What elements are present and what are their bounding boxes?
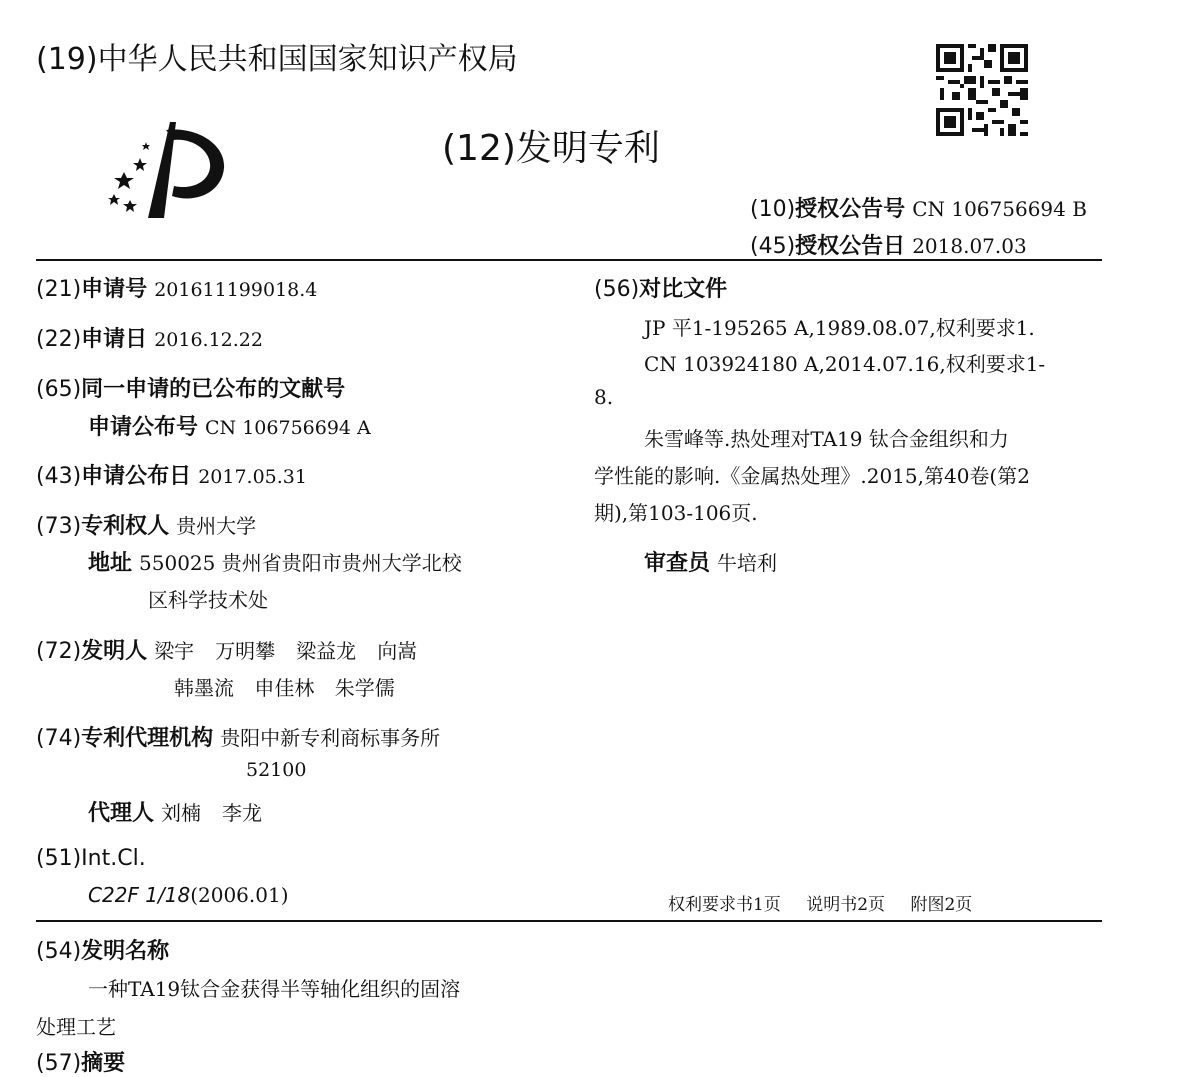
application-publication-number xyxy=(88,410,371,441)
agent-name: 李龙 xyxy=(222,801,263,825)
invention-title-heading xyxy=(36,934,169,965)
abstract-code: (57) xyxy=(36,1051,82,1076)
patentee-value: 贵州大学 xyxy=(176,514,257,538)
abstract-label: 摘要 xyxy=(81,1051,126,1076)
agent-label: 代理人 xyxy=(88,801,155,826)
pub-app-date-value: 2017.05.31 xyxy=(198,466,307,488)
pub-no-label: 授权公告号 xyxy=(795,197,906,222)
pub-app-value: CN 106756694 A xyxy=(205,417,371,439)
reference-3-line3: 期),第103-106页. xyxy=(594,501,758,525)
agency-label: 专利代理机构 xyxy=(81,726,214,751)
ipc-label: Int.Cl. xyxy=(81,846,146,871)
office-code: (19) xyxy=(36,42,98,77)
app-no-value: 201611199018.4 xyxy=(154,279,318,301)
patentee-code: (73) xyxy=(36,514,82,539)
pub-date-label: 授权公告日 xyxy=(795,234,906,259)
pub-no-value: CN 106756694 B xyxy=(912,197,1087,221)
refs-label: 对比文件 xyxy=(639,277,728,302)
pub-app-date-label: 申请公布日 xyxy=(81,464,192,489)
reference-2-line2: 8. xyxy=(594,385,614,409)
ipc-classification xyxy=(88,883,289,907)
pub-no-code: (10) xyxy=(750,197,796,222)
app-no-code: (21) xyxy=(36,277,82,302)
patentee-label: 专利权人 xyxy=(81,514,170,539)
agency-code: (74) xyxy=(36,726,82,751)
pub-app-label: 申请公布号 xyxy=(88,415,199,440)
cnipa-logo xyxy=(100,118,232,222)
same-application-heading xyxy=(36,372,345,403)
top-divider xyxy=(36,259,1102,261)
inventor-name: 朱学儒 xyxy=(334,676,395,700)
agent-name: 刘楠 xyxy=(161,801,202,825)
inventor-name: 梁益龙 xyxy=(296,639,357,663)
examiner-value: 牛培利 xyxy=(717,551,778,575)
title-label: 发明名称 xyxy=(81,939,170,964)
app-no-label: 申请号 xyxy=(81,277,148,302)
office-name: 中华人民共和国国家知识产权局 xyxy=(97,42,518,77)
figures-page-count: 附图2页 xyxy=(910,895,973,915)
pub-date-code: (45) xyxy=(750,234,796,259)
inventor-name: 向嵩 xyxy=(377,639,418,663)
patentee xyxy=(36,509,256,540)
invention-title-line2: 处理工艺 xyxy=(36,1015,116,1039)
examiner xyxy=(644,546,777,577)
inventors-label: 发明人 xyxy=(81,639,148,664)
address-label: 地址 xyxy=(88,551,133,576)
ipc-version: (2006.01) xyxy=(190,883,289,907)
pub-date-value: 2018.07.03 xyxy=(912,234,1027,258)
application-publication-date xyxy=(36,459,307,490)
inventor-name: 韩墨流 xyxy=(174,676,234,700)
office-header xyxy=(36,34,518,78)
inventor-name: 申佳林 xyxy=(254,676,315,700)
description-page-count: 说明书2页 xyxy=(806,895,886,915)
invention-title-line1: 一种TA19钛合金获得半等轴化组织的固溶 xyxy=(88,977,461,1001)
agency-number: 52100 xyxy=(246,759,307,781)
bottom-divider xyxy=(36,920,1102,922)
pub-app-date-code: (43) xyxy=(36,464,82,489)
reference-1: JP 平1-195265 A,1989.08.07,权利要求1. xyxy=(644,316,1035,340)
inventors-line2 xyxy=(174,672,395,701)
doc-type-code: (12) xyxy=(442,128,516,169)
inventor-name: 梁宇 xyxy=(154,639,195,663)
reference-2-line1: CN 103924180 A,2014.07.16,权利要求1- xyxy=(644,352,1046,376)
address xyxy=(88,546,462,577)
ipc-class: C22F 1/18 xyxy=(88,883,191,907)
same-app-label: 同一申请的已公布的文献号 xyxy=(81,377,346,402)
app-date-value: 2016.12.22 xyxy=(154,329,263,351)
document-type xyxy=(442,120,660,171)
application-date xyxy=(36,322,263,353)
app-date-code: (22) xyxy=(36,327,82,352)
inventors xyxy=(36,634,417,665)
doc-type-label: 发明专利 xyxy=(515,128,660,169)
title-code: (54) xyxy=(36,939,82,964)
same-app-code: (65) xyxy=(36,377,82,402)
application-number xyxy=(36,272,317,303)
reference-3-line1: 朱雪峰等.热处理对TA19 钛合金组织和力 xyxy=(644,427,1009,451)
inventor-name: 万明攀 xyxy=(215,639,276,663)
claims-page-count: 权利要求书1页 xyxy=(668,895,781,915)
address-line1: 550025 贵州省贵阳市贵州大学北校 xyxy=(139,551,462,575)
grant-pub-number xyxy=(750,192,1087,223)
agency-value: 贵阳中新专利商标事务所 xyxy=(220,726,441,750)
patent-agency xyxy=(36,721,440,752)
ipc-heading xyxy=(36,846,146,871)
address-line2: 区科学技术处 xyxy=(148,588,268,612)
grant-pub-date xyxy=(750,229,1027,260)
inventors-code: (72) xyxy=(36,639,82,664)
reference-3-line2: 学性能的影响.《金属热处理》.2015,第40卷(第2 xyxy=(594,464,1030,488)
ipc-code: (51) xyxy=(36,846,82,871)
refs-code: (56) xyxy=(594,277,640,302)
app-date-label: 申请日 xyxy=(81,327,148,352)
qr-code xyxy=(936,44,1028,136)
examiner-label: 审查员 xyxy=(644,551,711,576)
cited-references-heading xyxy=(594,272,727,303)
page-counts xyxy=(668,890,972,915)
agents xyxy=(88,796,262,827)
